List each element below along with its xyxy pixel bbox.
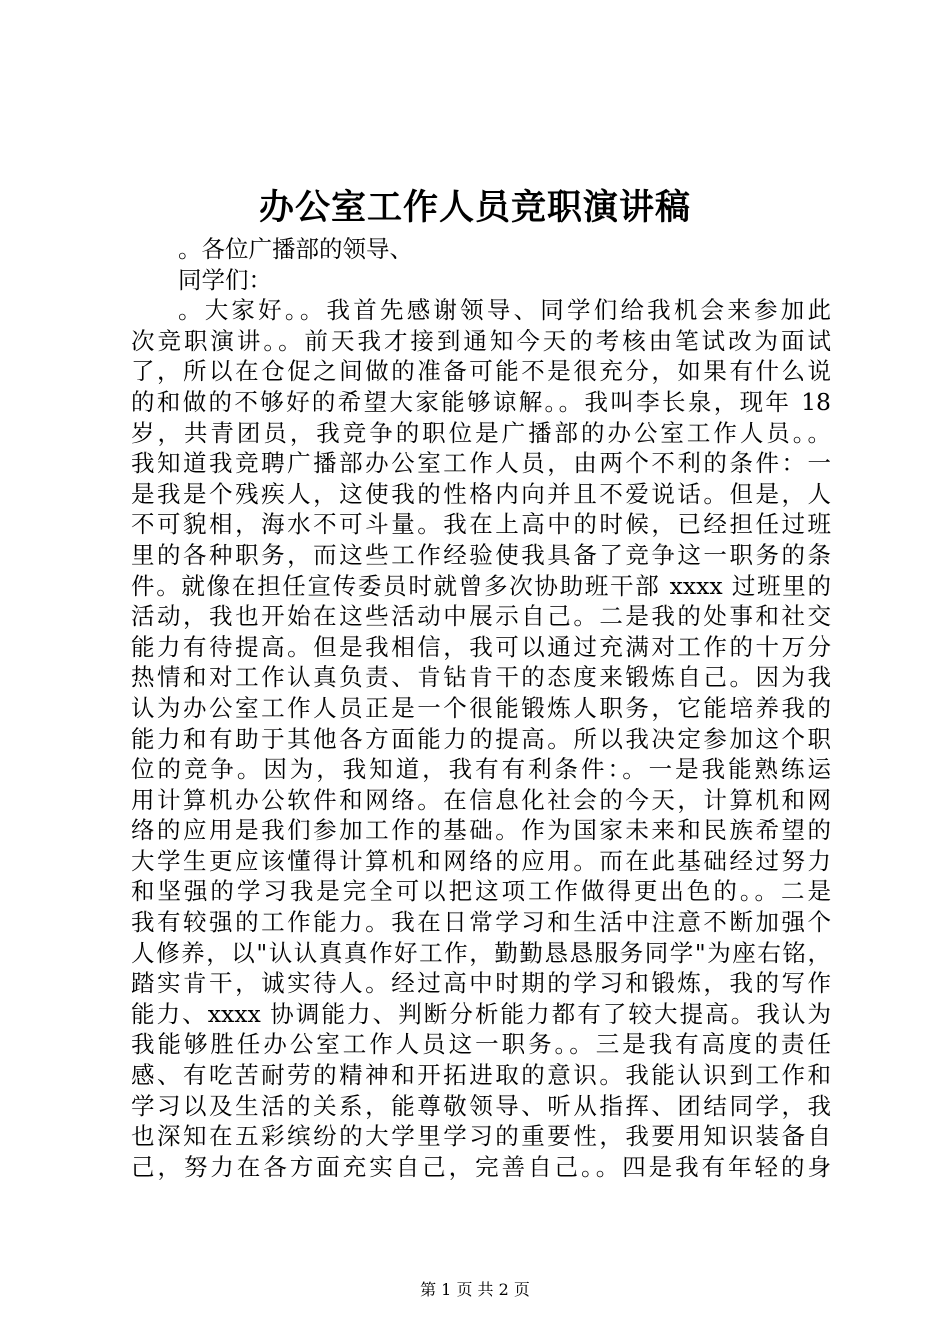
body-line: 热情和对工作认真负责、肯钻肯干的态度来锻炼自己。因为我 [131,663,831,692]
body-line: 己，努力在各方面充实自己，完善自己。。四是我有年轻的身 [131,1152,831,1181]
body-line: 次竞职演讲。。前天我才接到通知今天的考核由笔试改为面试 [131,326,831,355]
body-line: 用计算机办公软件和网络。在信息化社会的今天，计算机和网 [131,785,831,814]
body-paragraph [131,295,831,1182]
body-line: 认为办公室工作人员正是一个很能锻炼人职务，它能培养我的 [131,693,831,722]
body-line: 的和做的不够好的希望大家能够谅解。。我叫李长泉，现年 18 [131,387,831,416]
body-line: 络的应用是我们参加工作的基础。作为国家未来和民族希望的 [131,816,831,845]
body-line: 能力有待提高。但是我相信，我可以通过充满对工作的十万分 [131,632,831,661]
document-title: 办公室工作人员竞职演讲稿 [258,187,691,228]
body-line: 件。就像在担任宣传委员时就曾多次协助班干部 xxxx 过班里的 [131,571,831,600]
body-line: 里的各种职务，而这些工作经验使我具备了竞争这一职务的条 [131,540,831,569]
page-footer: 第 1 页 共 2 页 [420,1280,530,1299]
body-line: 能力、xxxx 协调能力、判断分析能力都有了较大提高。我认为 [131,999,831,1028]
document-body [131,234,831,1182]
body-line: 不可貌相，海水不可斗量。我在上高中的时候，已经担任过班 [131,510,831,539]
body-line: 踏实肯干，诚实待人。经过高中时期的学习和锻炼，我的写作 [131,969,831,998]
body-line: 位的竞争。因为，我知道，我有有利条件：。一是我能熟练运 [131,755,831,784]
body-line: 能力和有助于其他各方面能力的提高。所以我决定参加这个职 [131,724,831,753]
body-line: 感、有吃苦耐劳的精神和开拓进取的意识。我能认识到工作和 [131,1061,831,1090]
body-line: 和坚强的学习我是完全可以把这项工作做得更出色的。。二是 [131,877,831,906]
body-line: 学习以及生活的关系，能尊敬领导、听从指挥、团结同学，我 [131,1091,831,1120]
salutation-line: 。各位广播部的领导、 [178,235,413,263]
body-line: 我能够胜任办公室工作人员这一职务。。三是我有高度的责任 [131,1030,831,1059]
body-line: 我知道我竞聘广播部办公室工作人员，由两个不利的条件：一 [131,449,831,478]
body-line: 大学生更应该懂得计算机和网络的应用。而在此基础经过努力 [131,846,831,875]
body-line: 也深知在五彩缤纷的大学里学习的重要性，我要用知识装备自 [131,1122,831,1151]
body-line: 我有较强的工作能力。我在日常学习和生活中注意不断加强个 [131,908,831,937]
body-line: 岁，共青团员，我竞争的职位是广播部的办公室工作人员。。 [131,418,831,447]
body-line: 是我是个残疾人，这使我的性格内向并且不爱说话。但是，人 [131,479,831,508]
body-line: 人修养，以"认认真真作好工作，勤勤恳恳服务同学"为座右铭， [131,938,831,967]
body-line: 了，所以在仓促之间做的准备可能不是很充分，如果有什么说 [131,357,831,386]
body-line: 。大家好。。我首先感谢领导、同学们给我机会来参加此 [178,296,831,325]
body-line: 活动，我也开始在这些活动中展示自己。二是我的处事和社交 [131,602,831,631]
salutation-line: 同学们： [178,265,272,294]
